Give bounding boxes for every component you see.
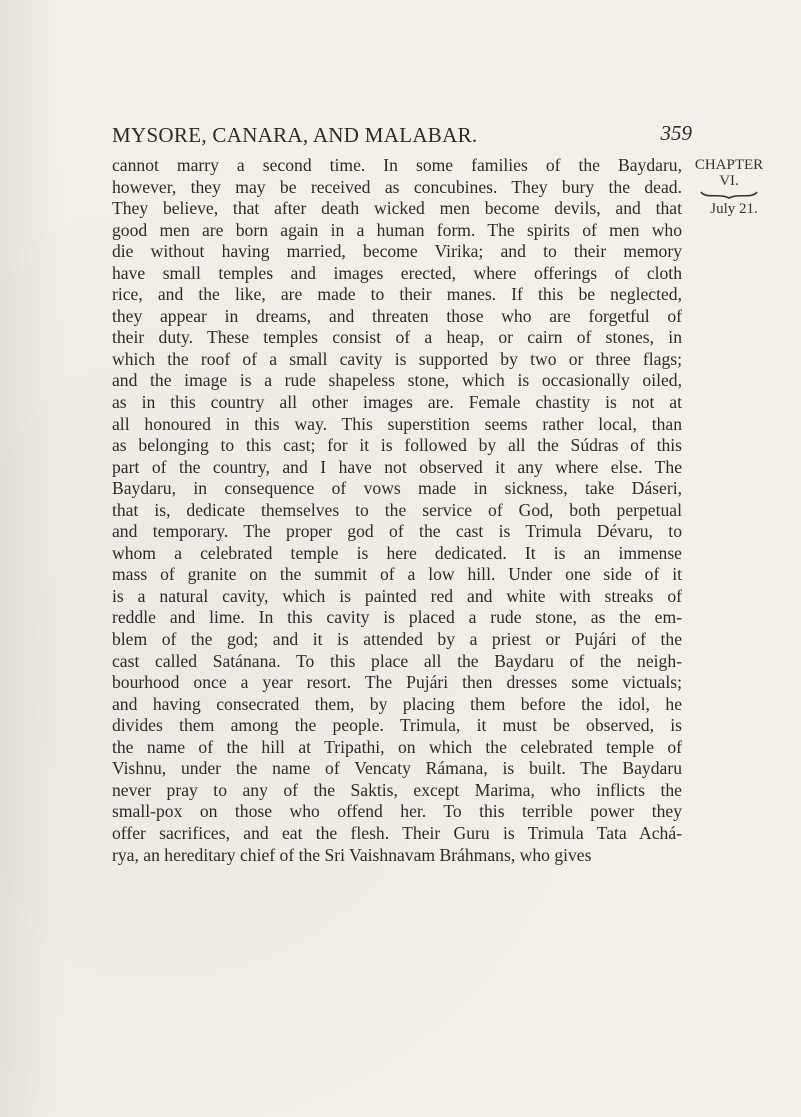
text-line: have small temples and images erected, where offerings of cloth bbox=[112, 262, 682, 283]
text-line: cast called Satánana. To this place all the Baydaru of the neigh- bbox=[112, 650, 682, 671]
curly-brace-icon bbox=[700, 190, 758, 200]
text-line: and the image is a rude shapeless stone, which is occasionally oiled, bbox=[112, 370, 682, 391]
chapter-label: CHAPTER bbox=[694, 157, 764, 173]
text-line: small-pox on those who offend her. To this terrible power they bbox=[112, 801, 682, 822]
text-line: however, they may be received as concubines. They bury the dead. bbox=[112, 176, 682, 197]
running-title: MYSORE, CANARA, AND MALABAR. bbox=[112, 123, 478, 147]
text-line: Vishnu, under the name of Vencaty Rámana, is built. The Baydaru bbox=[112, 758, 682, 779]
text-line: their duty. These temples consist of a heap, or cairn of stones, in bbox=[112, 327, 682, 348]
text-line: as in this country all other images are. Female chastity is not at bbox=[112, 392, 682, 413]
text-line: and temporary. The proper god of the cast is Trimula Dévaru, to bbox=[112, 521, 682, 542]
text-line: is a natural cavity, which is painted red and white with streaks of bbox=[112, 585, 682, 606]
margin-note bbox=[694, 157, 764, 217]
text-line: that is, dedicate themselves to the service of God, both perpetual bbox=[112, 499, 682, 520]
text-line: good men are born again in a human form. The spirits of men who bbox=[112, 219, 682, 240]
text-line: and having consecrated them, by placing them before the idol, he bbox=[112, 693, 682, 714]
text-line: bourhood once a year resort. The Pujári then dresses some victuals; bbox=[112, 672, 682, 693]
text-line: cannot marry a second time. In some families of the Baydaru, bbox=[112, 155, 682, 175]
text-line: as belonging to this cast; for it is followed by all the Súdras of this bbox=[112, 435, 682, 456]
text-line: whom a celebrated temple is here dedicated. It is an immense bbox=[112, 542, 682, 563]
text-line: which the roof of a small cavity is supported by two or three flags; bbox=[112, 348, 682, 369]
body-text bbox=[112, 155, 682, 866]
text-line: part of the country, and I have not observed it any where else. The bbox=[112, 456, 682, 477]
text-line: rya, an hereditary chief of the Sri Vaishnavam Bráhmans, who gives bbox=[112, 844, 592, 865]
text-line: the name of the hill at Tripathi, on which the celebrated temple of bbox=[112, 736, 682, 757]
chapter-number: VI. bbox=[719, 173, 739, 189]
margin-date: July 21. bbox=[710, 201, 758, 217]
text-line: divides them among the people. Trimula, it must be observed, is bbox=[112, 715, 682, 736]
text-line: rice, and the like, are made to their manes. If this be neglected, bbox=[112, 284, 682, 305]
text-line: all honoured in this way. This superstition seems rather local, than bbox=[112, 413, 682, 434]
text-line: they appear in dreams, and threaten those who are forgetful of bbox=[112, 305, 682, 326]
text-line: reddle and lime. In this cavity is placed a rude stone, as the em- bbox=[112, 607, 682, 628]
text-line: mass of granite on the summit of a low hill. Under one side of it bbox=[112, 564, 682, 585]
running-header bbox=[112, 121, 692, 151]
text-line: Baydaru, in consequence of vows made in sickness, take Dáseri, bbox=[112, 478, 682, 499]
text-line: die without having married, become Virika; and to their memory bbox=[112, 241, 682, 262]
page-number: 359 bbox=[660, 121, 692, 145]
text-line: blem of the god; and it is attended by a priest or Pujári of the bbox=[112, 629, 682, 650]
text-line: They believe, that after death wicked men become devils, and that bbox=[112, 198, 682, 219]
text-line: offer sacrifices, and eat the flesh. Their Guru is Trimula Tata Achá- bbox=[112, 822, 682, 843]
text-line: never pray to any of the Saktis, except Marima, who inflicts the bbox=[112, 779, 682, 800]
